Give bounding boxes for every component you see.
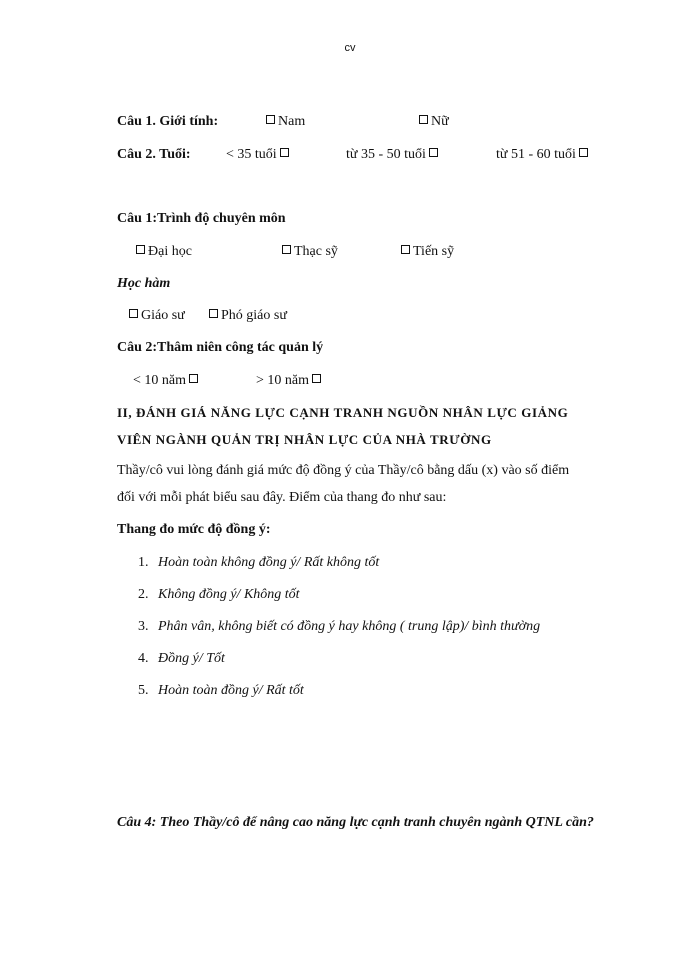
rank-option-associate-professor[interactable]: Phó giáo sư (206, 308, 287, 324)
checkbox-icon[interactable] (189, 374, 198, 383)
checkbox-icon[interactable] (419, 115, 428, 124)
academic-rank-label: Học hàm (117, 276, 171, 291)
age-option-under-35[interactable]: < 35 tuổi (226, 147, 292, 163)
scale-item: 1. Hoàn toàn không đồng ý/ Rất không tốt (138, 555, 380, 570)
page-header: cv (344, 42, 356, 54)
checkbox-icon[interactable] (429, 148, 438, 157)
qualification-option-university[interactable]: Đại học (133, 244, 192, 260)
gender-option-female[interactable]: Nữ (416, 114, 449, 130)
seniority-option-under-10[interactable]: < 10 năm (133, 373, 201, 389)
seniority-option-over-10[interactable]: > 10 năm (256, 373, 324, 389)
checkbox-icon[interactable] (136, 245, 145, 254)
qualification-question-label: Câu 1:Trình độ chuyên môn (117, 211, 286, 226)
age-question-label: Câu 2. Tuổi: (117, 147, 191, 162)
rank-option-professor[interactable]: Giáo sư (126, 308, 185, 324)
scale-title: Thang đo mức độ đồng ý: (117, 522, 271, 537)
checkbox-icon[interactable] (282, 245, 291, 254)
checkbox-icon[interactable] (129, 309, 138, 318)
seniority-question-label: Câu 2:Thâm niên công tác quản lý (117, 340, 324, 355)
checkbox-icon[interactable] (209, 309, 218, 318)
scale-item: 5. Hoàn toàn đồng ý/ Rất tốt (138, 683, 304, 698)
checkbox-icon[interactable] (266, 115, 275, 124)
scale-item: 3. Phân vân, không biết có đồng ý hay không ( trung lập)/ bình thường (138, 619, 541, 634)
checkbox-icon[interactable] (280, 148, 289, 157)
section-heading-line1: II, ĐÁNH GIÁ NĂNG LỰC CẠNH TRANH NGUỒN NHÂN LỰC GIẢNG (117, 405, 569, 420)
question-4-label: Câu 4: Theo Thầy/cô để nâng cao năng lực cạnh tranh chuyên ngành QTNL cần? (117, 815, 594, 830)
age-option-51-60[interactable]: từ 51 - 60 tuổi (496, 147, 591, 163)
scale-item: 2. Không đồng ý/ Không tốt (138, 587, 300, 602)
section-heading-line2: VIÊN NGÀNH QUẢN TRỊ NHÂN LỰC CỦA NHÀ TRƯỜNG (117, 432, 492, 447)
age-option-35-50[interactable]: từ 35 - 50 tuổi (346, 147, 441, 163)
intro-paragraph-line1: Thầy/cô vui lòng đánh giá mức độ đồng ý của Thầy/cô bằng dấu (x) vào số điểm (117, 463, 570, 478)
checkbox-icon[interactable] (312, 374, 321, 383)
qualification-option-doctor[interactable]: Tiến sỹ (398, 244, 454, 260)
checkbox-icon[interactable] (401, 245, 410, 254)
checkbox-icon[interactable] (579, 148, 588, 157)
qualification-option-master[interactable]: Thạc sỹ (279, 244, 338, 260)
gender-option-male[interactable]: Nam (263, 114, 305, 130)
intro-paragraph-line2: đối với mỗi phát biểu sau đây. Điểm của thang đo như sau: (117, 490, 447, 505)
gender-question-label: Câu 1. Giới tính: (117, 114, 219, 129)
scale-item: 4. Đồng ý/ Tốt (138, 651, 225, 666)
